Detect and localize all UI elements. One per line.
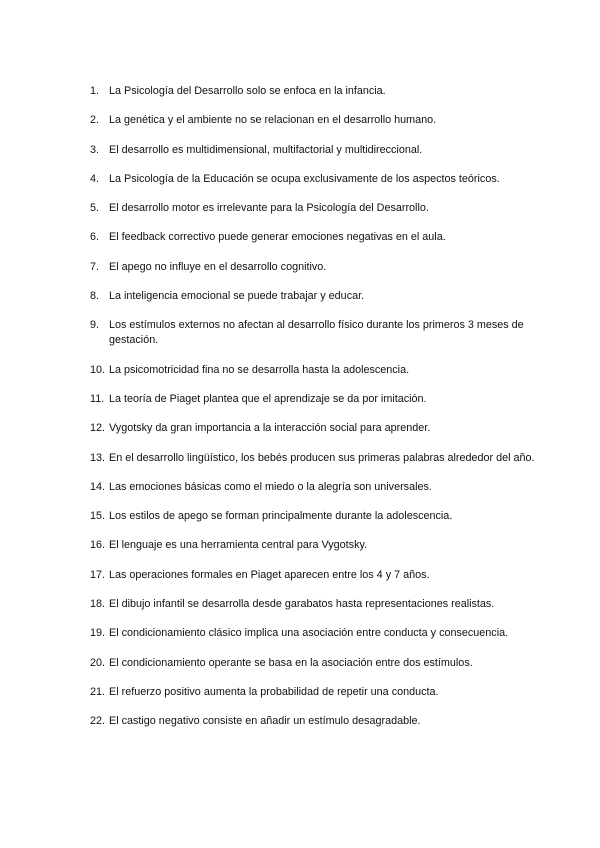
item-number: 7. [90,260,100,273]
list-item [90,363,535,378]
list-item [90,509,535,524]
list-item [90,714,535,729]
list-item [90,318,535,348]
item-text: El dibujo infantil se desarrolla desde garabatos hasta representaciones realistas. [109,598,495,611]
item-text: La teoría de Piaget plantea que el aprendizaje se da por imitación. [109,392,427,405]
item-number: 9. [90,319,100,332]
item-text: El desarrollo motor es irrelevante para la Psicología del Desarrollo. [109,202,429,215]
list-item [90,626,535,641]
item-text: La psicomotricidad fina no se desarrolla hasta la adolescencia. [109,363,410,376]
item-text: La Psicología de la Educación se ocupa exclusivamente de los aspectos teóricos. [109,172,500,185]
item-number: 4. [90,172,100,185]
list-item [90,656,535,671]
list-item [90,260,535,275]
item-number: 6. [90,231,100,244]
item-number: 21. [90,685,106,698]
item-text: El condicionamiento operante se basa en la asociación entre dos estímulos. [109,656,473,669]
list-item [90,201,535,216]
item-number: 5. [90,202,100,215]
item-number: 22. [90,715,106,728]
item-text: Vygotsky da gran importancia a la interacción social para aprender. [109,422,431,435]
item-text: Los estímulos externos no afectan al desarrollo físico durante los primeros 3 meses de gestación. [109,319,524,347]
statement-list [90,84,535,744]
item-text: El castigo negativo consiste en añadir un estímulo desagradable. [109,715,421,728]
list-item [90,451,535,466]
list-item [90,421,535,436]
item-number: 13. [90,451,106,464]
item-number: 17. [90,568,106,581]
item-text: El desarrollo es multidimensional, multifactorial y multidireccional. [109,143,423,156]
item-text: El lenguaje es una herramienta central para Vygotsky. [109,539,368,552]
item-text: El condicionamiento clásico implica una asociación entre conducta y consecuencia. [109,627,509,640]
list-item [90,597,535,612]
item-number: 1. [90,85,100,97]
item-number: 8. [90,290,100,303]
item-text: El feedback correctivo puede generar emociones negativas en el aula. [109,231,446,244]
list-item [90,143,535,158]
item-number: 10. [90,363,106,376]
list-item [90,538,535,553]
list-item [90,568,535,583]
list-item [90,84,535,99]
list-item [90,172,535,187]
item-text: Los estilos de apego se forman principalmente durante la adolescencia. [109,510,453,523]
item-number: 15. [90,510,106,523]
item-number: 2. [90,114,100,127]
item-text: El refuerzo positivo aumenta la probabilidad de repetir una conducta. [109,685,439,698]
list-item [90,480,535,495]
item-number: 14. [90,480,106,493]
item-number: 20. [90,656,106,669]
item-number: 3. [90,143,100,156]
item-text: La genética y el ambiente no se relacionan en el desarrollo humano. [109,114,437,127]
item-number: 11. [90,392,105,405]
item-number: 12. [90,422,106,435]
item-text: Las operaciones formales en Piaget aparecen entre los 4 y 7 años. [109,568,430,581]
list-item [90,289,535,304]
list-item [90,113,535,128]
item-text: Las emociones básicas como el miedo o la alegría son universales. [109,480,432,493]
item-number: 16. [90,539,106,552]
item-text: En el desarrollo lingüístico, los bebés producen sus primeras palabras alrededor del año. [109,451,535,464]
list-item [90,685,535,700]
item-text: El apego no influye en el desarrollo cognitivo. [109,260,327,273]
item-number: 19. [90,627,106,640]
list-item [90,392,535,407]
item-text: La inteligencia emocional se puede trabajar y educar. [109,290,365,303]
item-number: 18. [90,598,106,611]
list-item [90,230,535,245]
item-text: La Psicología del Desarrollo solo se enfoca en la infancia. [109,85,386,97]
